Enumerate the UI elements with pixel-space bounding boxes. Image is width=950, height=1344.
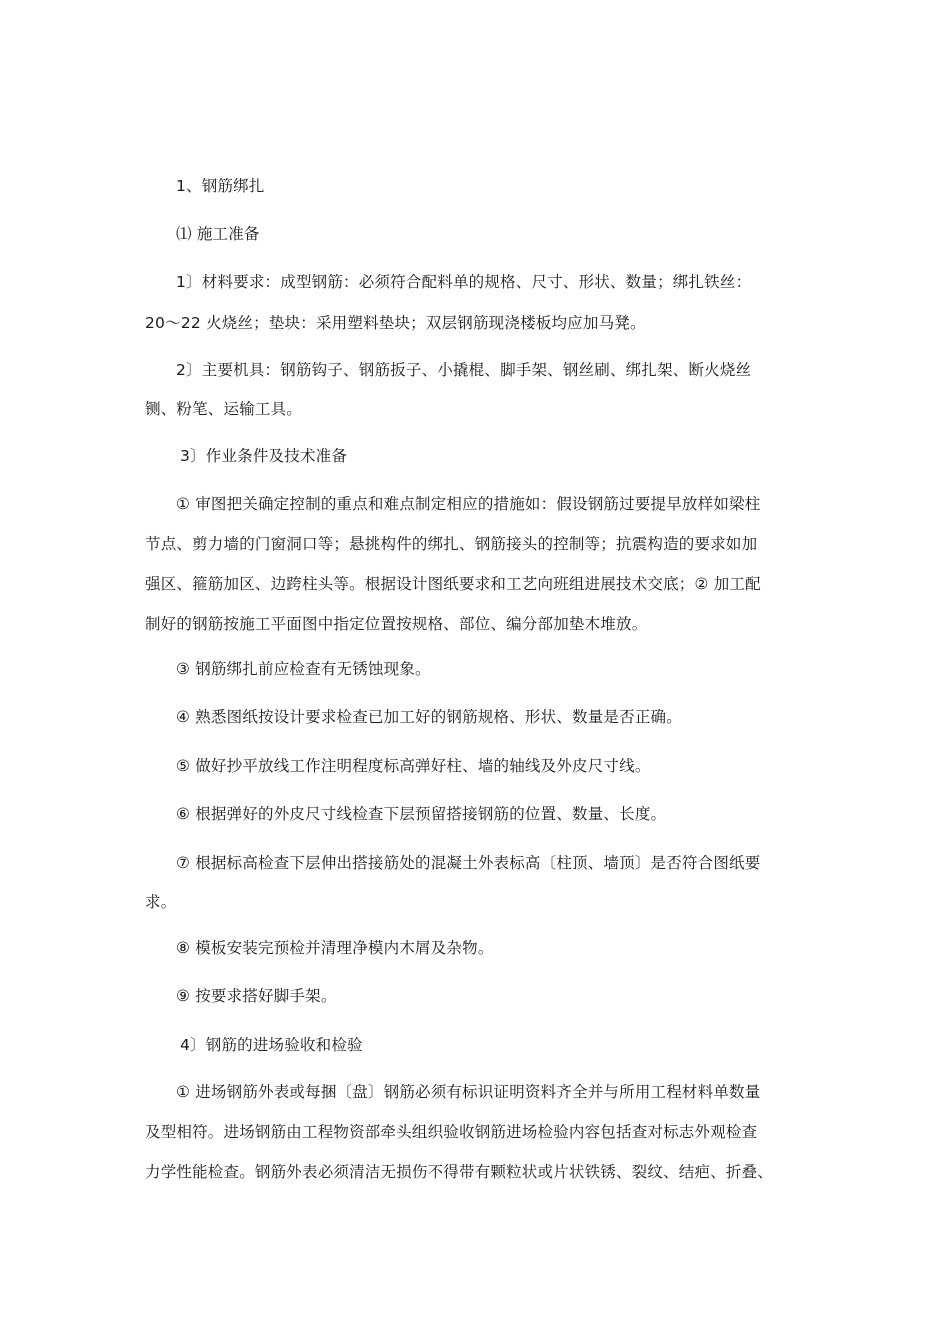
paragraph-line: 铡、粉笔、运输工具。 — [145, 400, 303, 418]
paragraph-line: ① 进场钢筋外表或每捆〔盘〕钢筋必须有标识证明资料齐全并与所用工程材料单数量 — [176, 1083, 761, 1101]
subsection-heading: ⑴ 施工准备 — [176, 225, 260, 243]
paragraph-line: 制好的钢筋按施工平面图中指定位置按规格、部位、编分部加垫木堆放。 — [145, 615, 648, 633]
section-heading: 1、钢筋绑扎 — [176, 177, 265, 195]
paragraph-line: 节点、剪力墙的门窗洞口等；悬挑构件的绑扎、钢筋接头的控制等；抗震构造的要求如加 — [145, 535, 758, 553]
subsection-heading: 4〕钢筋的进场验收和检验 — [180, 1036, 363, 1054]
paragraph-line: ⑥ 根据弹好的外皮尺寸线检查下层预留搭接钢筋的位置、数量、长度。 — [176, 805, 667, 823]
paragraph-line: 1〕材料要求：成型钢筋：必须符合配料单的规格、尺寸、形状、数量；绑扎铁丝： — [176, 273, 752, 291]
paragraph-line: ③ 钢筋绑扎前应检查有无锈蚀现象。 — [176, 660, 431, 678]
paragraph-line: ④ 熟悉图纸按设计要求检查已加工好的钢筋规格、形状、数量是否正确。 — [176, 708, 682, 726]
paragraph-line: 强区、箍筋加区、边跨柱头等。根据设计图纸要求和工艺向班组进展技术交底；② 加工配 — [145, 575, 761, 593]
paragraph-line: 20～22 火烧丝；垫块：采用塑料垫块；双层钢筋现浇楼板均应加马凳。 — [145, 314, 646, 332]
paragraph-line: 2〕主要机具：钢筋钩子、钢筋扳子、小撬棍、脚手架、钢丝刷、绑扎架、断火烧丝 — [176, 361, 752, 379]
paragraph-line: ① 审图把关确定控制的重点和难点制定相应的措施如：假设钢筋过要提早放样如梁柱 — [176, 495, 761, 513]
paragraph-line: ⑦ 根据标高检查下层伸出搭接筋处的混凝土外表标高〔柱顶、墙顶〕是否符合图纸要 — [176, 854, 761, 872]
paragraph-line: 力学性能检查。钢筋外表必须清洁无损伤不得带有颗粒状或片状铁锈、裂纹、结疤、折叠、 — [145, 1163, 774, 1181]
subsection-heading: 3〕作业条件及技术准备 — [180, 447, 348, 465]
paragraph-line: 及型相符。进场钢筋由工程物资部牵头组织验收钢筋进场检验内容包括查对标志外观检查 — [145, 1123, 758, 1141]
paragraph-line: ⑨ 按要求搭好脚手架。 — [176, 987, 337, 1005]
paragraph-line: ⑤ 做好抄平放线工作注明程度标高弹好柱、墙的轴线及外皮尺寸线。 — [176, 757, 651, 775]
paragraph-line: ⑧ 模板安装完预检并清理净模内木屑及杂物。 — [176, 939, 494, 957]
paragraph-line: 求。 — [145, 893, 177, 911]
